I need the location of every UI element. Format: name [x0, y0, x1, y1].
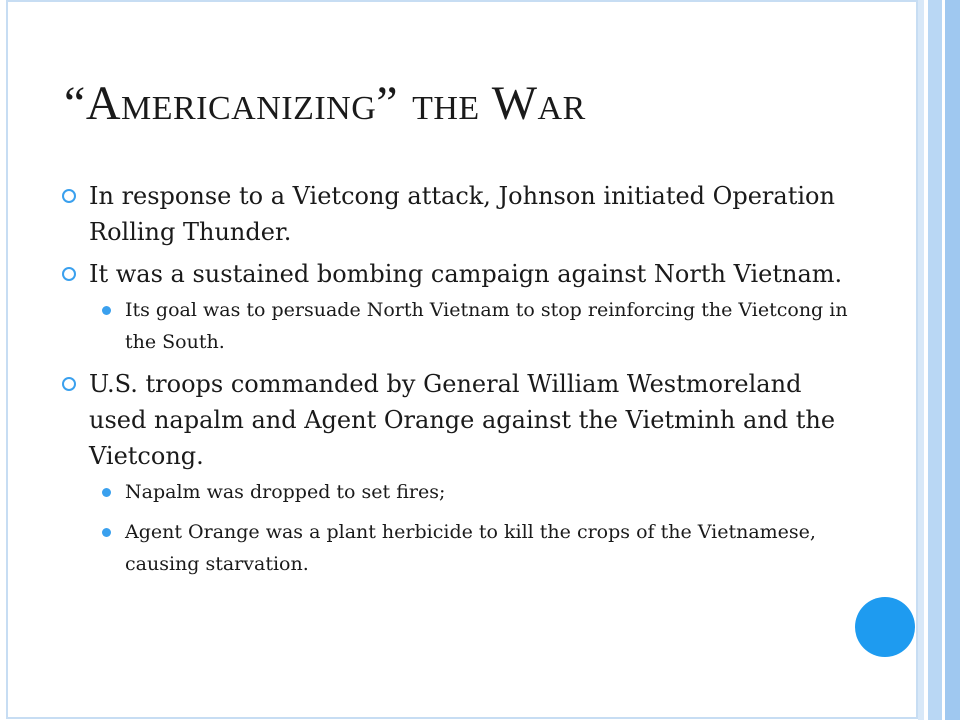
bullet-text: It was a sustained bombing campaign against North Vietnam. — [89, 260, 843, 288]
bullet-item — [62, 256, 852, 292]
sub-bullet-text: Its goal was to persuade North Vietnam to stop reinforcing the Vietcong in the South. — [125, 299, 848, 353]
slide-title — [64, 77, 586, 130]
title-letter-w: W — [491, 77, 538, 130]
side-bar — [945, 0, 960, 720]
title-word-the: THE — [412, 90, 480, 127]
sub-bullet-item — [62, 294, 852, 358]
bullet-dot-icon — [102, 528, 111, 537]
bullet-item — [62, 178, 852, 250]
title-letter-a: A — [85, 77, 121, 130]
decorative-side-bars — [918, 0, 960, 720]
sub-bullet-item — [62, 476, 852, 508]
slide-content — [62, 178, 852, 580]
side-bar — [928, 0, 942, 720]
bullet-text: In response to a Vietcong attack, Johnson initiated Operation Rolling Thunder. — [89, 182, 835, 246]
bullet-ring-icon — [62, 189, 76, 203]
title-open-quote: “ — [64, 77, 86, 130]
bullet-ring-icon — [62, 267, 76, 281]
sub-bullet-list — [62, 476, 852, 580]
sub-bullet-text: Napalm was dropped to set fires; — [125, 481, 446, 503]
decorative-circle — [855, 597, 915, 657]
title-word-ar: AR — [537, 90, 586, 127]
bullet-dot-icon — [102, 488, 111, 497]
sub-bullet-text: Agent Orange was a plant herbicide to kill the crops of the Vietnamese, causing starvation. — [125, 521, 816, 575]
title-word-mericanizing: MERICANIZING — [120, 90, 377, 127]
bullet-item — [62, 366, 852, 474]
bullet-dot-icon — [102, 306, 111, 315]
bullet-ring-icon — [62, 377, 76, 391]
title-close-quote: ” — [376, 77, 399, 130]
sub-bullet-item — [62, 516, 852, 580]
bullet-text: U.S. troops commanded by General William Westmoreland used napalm and Agent Orange against the Vietminh and the Vietcong. — [89, 370, 836, 470]
sub-bullet-list — [62, 294, 852, 358]
